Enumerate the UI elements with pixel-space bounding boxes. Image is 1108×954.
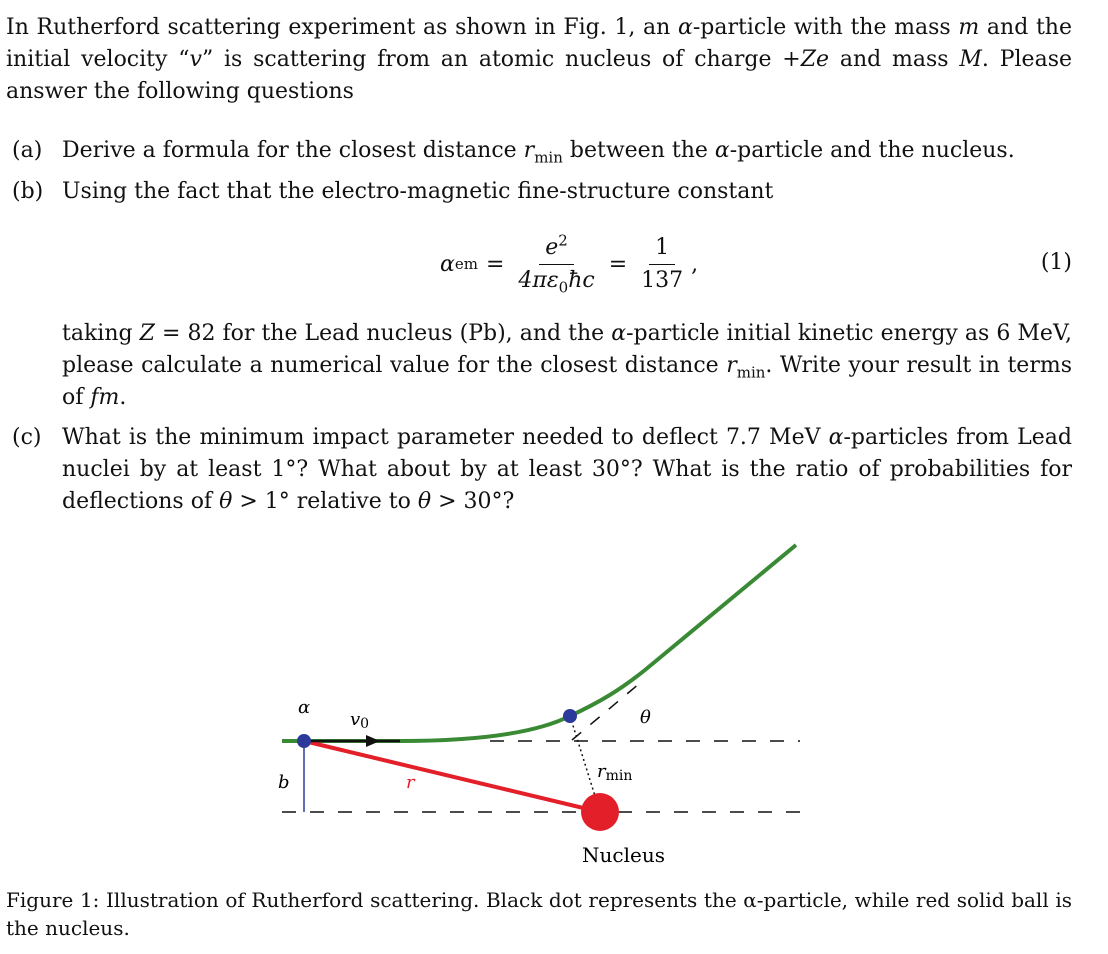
- text: -particle initial kinetic energy as 6 MeV, please calculate a numerical value for the closest distance: [62, 321, 1072, 378]
- r-symbol: r: [597, 761, 606, 782]
- question-a-label: (a): [12, 138, 43, 163]
- nucleus-ball: [581, 793, 619, 831]
- label-rmin: [597, 761, 632, 784]
- e-symbol: e: [545, 234, 559, 260]
- charge-symbol: Ze: [800, 47, 830, 72]
- text: -particles from Lead nuclei by at least 1°? What about by at least 30°? What is the ratio of probabilities for deflections of: [62, 425, 1072, 514]
- r-line: [304, 741, 600, 812]
- text: What is the minimum impact parameter needed to deflect 7.7 MeV: [62, 425, 829, 450]
- alpha-particle-closest: [563, 709, 577, 723]
- text: . Write your result in terms of: [62, 353, 1072, 410]
- v-subscript: 0: [360, 716, 370, 732]
- superscript: 2: [558, 231, 568, 250]
- text: Derive a formula for the closest distance: [62, 138, 524, 163]
- text: > 1° relative to: [232, 489, 418, 514]
- nucleus-mass-symbol: M: [959, 47, 982, 72]
- mass-symbol: m: [958, 15, 980, 40]
- text: -particle and the nucleus.: [729, 138, 1015, 163]
- alpha-symbol: α: [828, 425, 844, 450]
- r-subscript: min: [534, 148, 563, 167]
- question-b-label: (b): [12, 179, 44, 204]
- intro-text: -particle with the mass: [692, 15, 959, 40]
- text: taking: [62, 321, 140, 346]
- z-symbol: Z: [139, 321, 155, 346]
- alpha-symbol: α: [611, 321, 627, 346]
- fine-structure-equation: α em = $\frac{e^2}{4\pi\varepsilon_0ħc}$ = $\frac{1}{137}$ ,: [440, 231, 699, 296]
- label-alpha: α: [298, 697, 311, 718]
- den-text: ħc: [568, 267, 595, 293]
- velocity-symbol: v: [189, 47, 202, 72]
- label-v0: [350, 709, 369, 732]
- alpha-symbol: α: [440, 251, 455, 277]
- intro-text: . Please answer the following questions: [6, 47, 1073, 104]
- equals-sign: =: [485, 251, 505, 277]
- text: between the: [562, 138, 715, 163]
- label-theta: θ: [640, 707, 651, 728]
- text: > 30°?: [431, 489, 515, 514]
- velocity-arrowhead: [366, 735, 380, 747]
- theta-symbol: θ: [417, 489, 432, 514]
- alpha-symbol: α: [714, 138, 730, 163]
- fm-unit: fm: [90, 385, 120, 410]
- equals-sign: =: [608, 251, 628, 277]
- intro-text: and the initial velocity “: [6, 15, 1072, 72]
- theta-symbol: θ: [219, 489, 233, 514]
- intro-text: ” is scattering from an atomic nucleus of charge +: [201, 47, 801, 72]
- fraction-numerator: 1: [649, 234, 675, 265]
- r-subscript: min: [736, 363, 766, 382]
- r-symbol: r: [726, 353, 737, 378]
- text: = 82 for the Lead nucleus (Pb), and the: [154, 321, 612, 346]
- den-text: 4πε: [518, 267, 559, 293]
- alpha-symbol: α: [677, 15, 693, 40]
- intro-text: and mass: [829, 47, 960, 72]
- intro-text: In Rutherford scattering experiment as shown in Fig. 1, an: [6, 15, 678, 40]
- figure-caption: Figure 1: Illustration of Rutherford scattering. Black dot represents the α-particle, while red solid ball is the nucleus.: [6, 888, 1072, 940]
- label-nucleus: Nucleus: [582, 843, 665, 867]
- alpha-particle-start: [297, 734, 311, 748]
- label-r: r: [406, 772, 415, 793]
- text: .: [119, 385, 127, 410]
- epsilon-subscript: 0: [558, 277, 569, 296]
- v-symbol: v: [350, 709, 361, 730]
- label-b: b: [278, 772, 290, 793]
- question-b-text: Using the fact that the electro-magnetic fine-structure constant: [62, 179, 774, 204]
- question-c-label: (c): [12, 425, 42, 450]
- equation-number: (1): [1040, 250, 1072, 275]
- r-symbol: r: [523, 138, 535, 163]
- comma: ,: [691, 251, 699, 277]
- fraction-denominator: 137: [641, 267, 684, 293]
- r-subscript: min: [605, 768, 633, 784]
